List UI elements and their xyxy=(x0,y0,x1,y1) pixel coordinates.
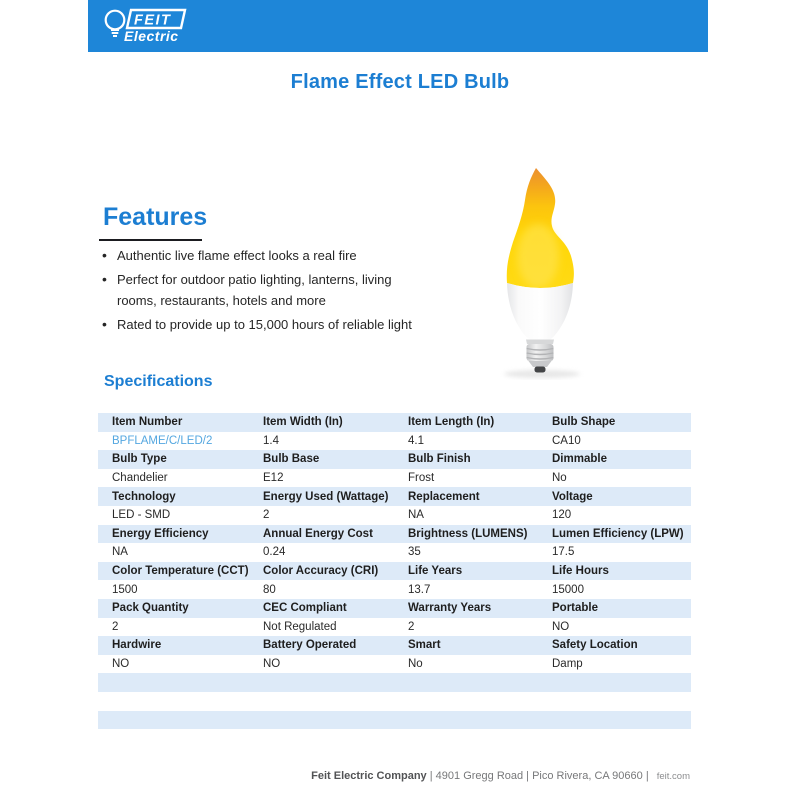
specifications-table xyxy=(98,413,691,729)
page-footer xyxy=(0,770,690,782)
spec-cell: Replacement xyxy=(408,490,480,503)
spec-cell: No xyxy=(552,472,567,485)
specifications-heading: Specifications xyxy=(104,373,213,390)
spec-header-row xyxy=(98,599,691,618)
spec-cell: Brightness (LUMENS) xyxy=(408,527,528,540)
spec-cell: Smart xyxy=(408,639,441,652)
brand-subname: Electric xyxy=(124,28,179,44)
spec-cell: LED - SMD xyxy=(112,509,171,522)
spec-value-row-empty xyxy=(98,692,691,711)
item-number-link[interactable]: BPFLAME/C/LED/2 xyxy=(112,434,213,447)
spec-value-row xyxy=(98,618,691,637)
spec-cell: 35 xyxy=(408,546,421,559)
spec-cell: CA10 xyxy=(552,434,581,447)
spec-cell: Energy Efficiency xyxy=(112,527,209,540)
spec-cell: Technology xyxy=(112,490,176,503)
spec-cell: NO xyxy=(263,658,281,671)
spec-cell: Bulb Shape xyxy=(552,416,616,429)
page-title: Flame Effect LED Bulb xyxy=(290,71,510,93)
spec-header-row-empty xyxy=(98,711,691,730)
spec-cell: Color Accuracy (CRI) xyxy=(263,565,379,578)
spec-value-row xyxy=(98,543,691,562)
spec-cell: 2 xyxy=(112,620,119,633)
brand-header-bar xyxy=(88,0,708,52)
spec-cell: Battery Operated xyxy=(263,639,357,652)
spec-cell: Voltage xyxy=(552,490,593,503)
spec-cell: NA xyxy=(112,546,128,559)
bulb-body xyxy=(507,283,573,340)
spec-header-row-empty xyxy=(98,673,691,692)
spec-cell: Annual Energy Cost xyxy=(263,527,373,540)
spec-cell: Energy Used (Wattage) xyxy=(263,490,389,503)
features-underline xyxy=(99,239,202,241)
features-list xyxy=(99,245,423,338)
spec-cell: 4.1 xyxy=(408,434,424,447)
spec-cell: 2 xyxy=(263,509,270,522)
spec-cell: Safety Location xyxy=(552,639,638,652)
spec-cell: 0.24 xyxy=(263,546,286,559)
spec-cell: Pack Quantity xyxy=(112,602,189,615)
spec-cell: Item Width (In) xyxy=(263,416,343,429)
feature-item: • Perfect for outdoor patio lighting, lanterns, living rooms, restaurants, hotels and more xyxy=(99,269,423,311)
spec-cell: 1.4 xyxy=(263,434,279,447)
feature-item: • Authentic live flame effect looks a real fire xyxy=(99,245,423,266)
spec-cell: Hardwire xyxy=(112,639,162,652)
feature-item: • Rated to provide up to 15,000 hours of reliable light xyxy=(99,314,423,335)
spec-cell: Dimmable xyxy=(552,453,607,466)
spec-cell: Lumen Efficiency (LPW) xyxy=(552,527,684,540)
spec-cell: Life Hours xyxy=(552,565,609,578)
feit-electric-logo xyxy=(101,6,251,48)
spec-cell: Warranty Years xyxy=(408,602,492,615)
spec-cell: No xyxy=(408,658,423,671)
base-contact xyxy=(535,367,546,373)
spec-header-row xyxy=(98,636,691,655)
spec-header-row xyxy=(98,525,691,544)
spec-cell: 120 xyxy=(552,509,572,522)
spec-cell: E12 xyxy=(263,472,284,485)
footer-company: Feit Electric Company xyxy=(311,770,427,782)
spec-cell: CEC Compliant xyxy=(263,602,347,615)
footer-website: feit.com xyxy=(656,771,690,782)
spec-cell: 2 xyxy=(408,620,415,633)
spec-value-row xyxy=(98,655,691,674)
spec-header-row xyxy=(98,413,691,432)
spec-cell: Chandelier xyxy=(112,472,168,485)
spec-cell: 15000 xyxy=(552,583,584,596)
flame-highlight xyxy=(517,224,559,288)
spec-header-row xyxy=(98,487,691,506)
spec-cell: Bulb Finish xyxy=(408,453,471,466)
spec-cell: Not Regulated xyxy=(263,620,337,633)
spec-cell: Damp xyxy=(552,658,583,671)
spec-value-row xyxy=(98,432,691,451)
features-heading: Features xyxy=(103,203,208,231)
spec-header-row xyxy=(98,562,691,581)
spec-cell: NO xyxy=(552,620,570,633)
spec-cell: Color Temperature (CCT) xyxy=(112,565,249,578)
spec-value-row xyxy=(98,506,691,525)
spec-cell: 80 xyxy=(263,583,276,596)
spec-value-row xyxy=(98,469,691,488)
base-taper xyxy=(529,361,552,367)
spec-cell: Bulb Base xyxy=(263,453,320,466)
spec-header-row xyxy=(98,450,691,469)
spec-cell: 13.7 xyxy=(408,583,431,596)
product-image-flame-bulb xyxy=(460,140,640,380)
spec-cell: Portable xyxy=(552,602,599,615)
spec-cell: NA xyxy=(408,509,424,522)
spec-cell: 1500 xyxy=(112,583,138,596)
spec-cell: Life Years xyxy=(408,565,463,578)
spec-cell: Item Length (In) xyxy=(408,416,495,429)
spec-cell: 17.5 xyxy=(552,546,575,559)
bulb-outline-icon xyxy=(106,11,125,36)
spec-value-row xyxy=(98,580,691,599)
spec-cell: Bulb Type xyxy=(112,453,167,466)
brand-name: FEIT xyxy=(134,12,172,29)
spec-cell: Item Number xyxy=(112,416,183,429)
footer-address: | 4901 Gregg Road | Pico Rivera, CA 90660 | xyxy=(429,770,649,782)
spec-cell: NO xyxy=(112,658,130,671)
spec-cell: Frost xyxy=(408,472,435,485)
bulb-neck xyxy=(526,340,554,345)
